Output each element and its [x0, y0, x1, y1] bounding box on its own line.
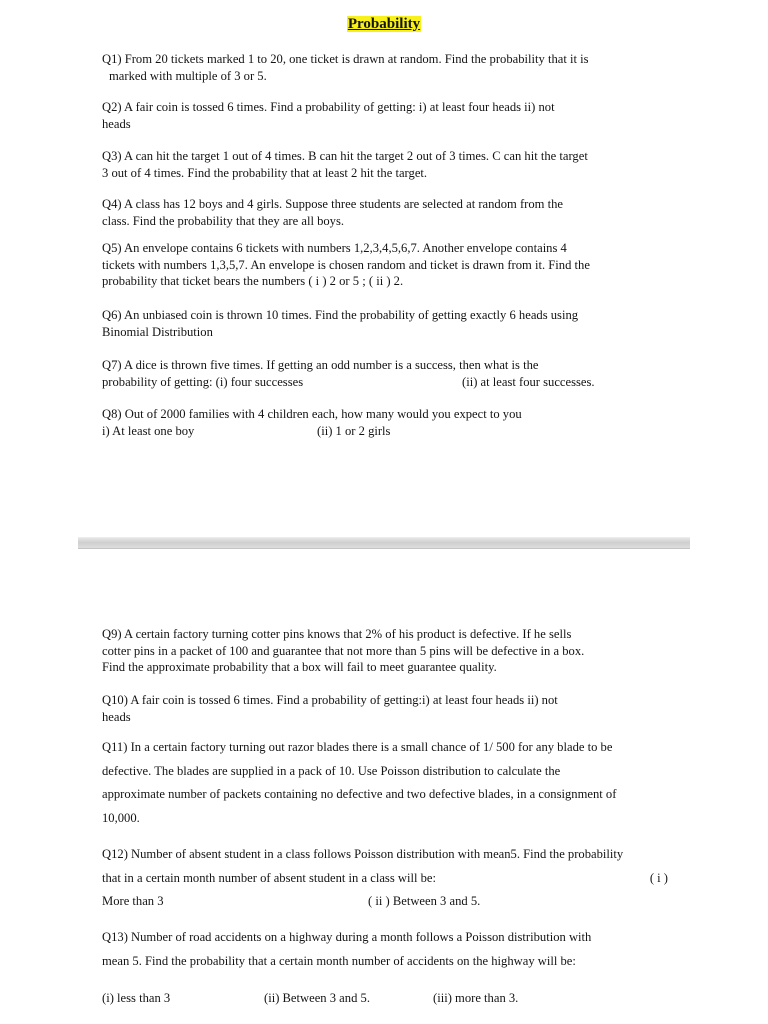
question-13-options	[102, 990, 668, 1007]
question-11-line-2: defective. The blades are supplied in a pack of 10. Use Poisson distribution to calculate the	[102, 763, 561, 778]
question-12-option-ii: ( ii ) Between 3 and 5.	[368, 894, 481, 908]
question-5	[102, 240, 668, 290]
page-title	[0, 14, 768, 34]
question-12-options	[102, 890, 668, 914]
question-2	[102, 99, 668, 132]
question-5-line-3: probability that ticket bears the numbers ( i ) 2 or 5 ; ( ii ) 2.	[102, 274, 404, 288]
question-3-line-1: Q3) A can hit the target 1 out of 4 times. B can hit the target 2 out of 3 times. C can hit the target	[102, 149, 588, 163]
question-7-option-ii: (ii) at least four successes.	[462, 374, 595, 389]
question-9-line-1: Q9) A certain factory turning cotter pins knows that 2% of his product is defective. If he sells	[102, 627, 572, 641]
question-3-line-2: 3 out of 4 times. Find the probability that at least 2 hit the target.	[102, 165, 428, 180]
question-11-line-4: 10,000.	[102, 810, 140, 825]
question-6-line-2: Binomial Distribution	[102, 324, 213, 339]
question-12	[102, 843, 668, 914]
question-1	[102, 51, 668, 84]
question-11-line-1: Q11) In a certain factory turning out razor blades there is a small chance of 1/ 500 for any blade to be	[102, 740, 613, 754]
page-title-text: Probability	[347, 16, 421, 32]
question-6-line-1: Q6) An unbiased coin is thrown 10 times. Find the probability of getting exactly 6 heads using	[102, 308, 579, 322]
question-2-line-1: Q2) A fair coin is tossed 6 times. Find a probability of getting: i) at least four heads ii) not	[102, 100, 555, 114]
question-6	[102, 307, 668, 340]
question-7-option-i: probability of getting: (i) four successes	[102, 374, 304, 389]
question-12-line-2-text: that in a certain month number of absent student in a class will be:	[102, 870, 436, 885]
question-12-option-i: More than 3	[102, 894, 164, 908]
question-13-option-iii: (iii) more than 3.	[433, 991, 519, 1005]
question-5-line-1: Q5) An envelope contains 6 tickets with numbers 1,2,3,4,5,6,7. Another envelope contains 4	[102, 241, 567, 255]
question-13-line-1: Q13) Number of road accidents on a highway during a month follows a Poisson distribution with	[102, 930, 592, 944]
question-2-line-2: heads	[102, 116, 131, 131]
question-10	[102, 692, 668, 725]
question-7	[102, 357, 668, 390]
question-9-line-3: Find the approximate probability that a box will fail to meet guarantee quality.	[102, 660, 497, 674]
question-13-option-i: (i) less than 3	[102, 991, 171, 1005]
question-7-options	[102, 374, 668, 391]
question-3	[102, 148, 668, 181]
question-11	[102, 736, 668, 830]
question-8	[102, 406, 668, 439]
question-8-line-1: Q8) Out of 2000 families with 4 children each, how many would you expect to you	[102, 407, 522, 421]
page-divider	[78, 537, 690, 549]
question-12-line-1: Q12) Number of absent student in a class follows Poisson distribution with mean5. Find the probability	[102, 847, 624, 861]
question-13	[102, 926, 668, 973]
question-7-line-1: Q7) A dice is thrown five times. If getting an odd number is a success, then what is the	[102, 358, 539, 372]
question-12-line-2	[102, 867, 668, 891]
question-10-line-2: heads	[102, 709, 131, 724]
question-10-line-1: Q10) A fair coin is tossed 6 times. Find a probability of getting:i) at least four heads ii) not	[102, 693, 558, 707]
question-8-option-ii: (ii) 1 or 2 girls	[317, 423, 391, 438]
question-8-option-i: i) At least one boy	[102, 423, 195, 438]
question-13-line-2: mean 5. Find the probability that a certain month number of accidents on the highway will be:	[102, 953, 576, 968]
question-4-line-2: class. Find the probability that they are all boys.	[102, 213, 345, 228]
question-1-line-1: Q1) From 20 tickets marked 1 to 20, one ticket is drawn at random. Find the probability that it is	[102, 52, 589, 66]
question-4	[102, 196, 668, 229]
question-1-line-2: marked with multiple of 3 or 5.	[109, 68, 267, 83]
question-9	[102, 626, 668, 676]
question-4-line-1: Q4) A class has 12 boys and 4 girls. Suppose three students are selected at random from the	[102, 197, 563, 211]
question-12-option-i-marker: ( i )	[649, 870, 668, 885]
question-9-line-2: cotter pins in a packet of 100 and guarantee that not more than 5 pins will be defective in a box.	[102, 643, 585, 658]
question-11-line-3: approximate number of packets containing no defective and two defective blades, in a consignment of	[102, 787, 617, 801]
question-8-options	[102, 423, 668, 440]
question-5-line-2: tickets with numbers 1,3,5,7. An envelope is chosen random and ticket is drawn from it. Find the	[102, 257, 590, 272]
question-13-option-ii: (ii) Between 3 and 5.	[264, 991, 370, 1005]
